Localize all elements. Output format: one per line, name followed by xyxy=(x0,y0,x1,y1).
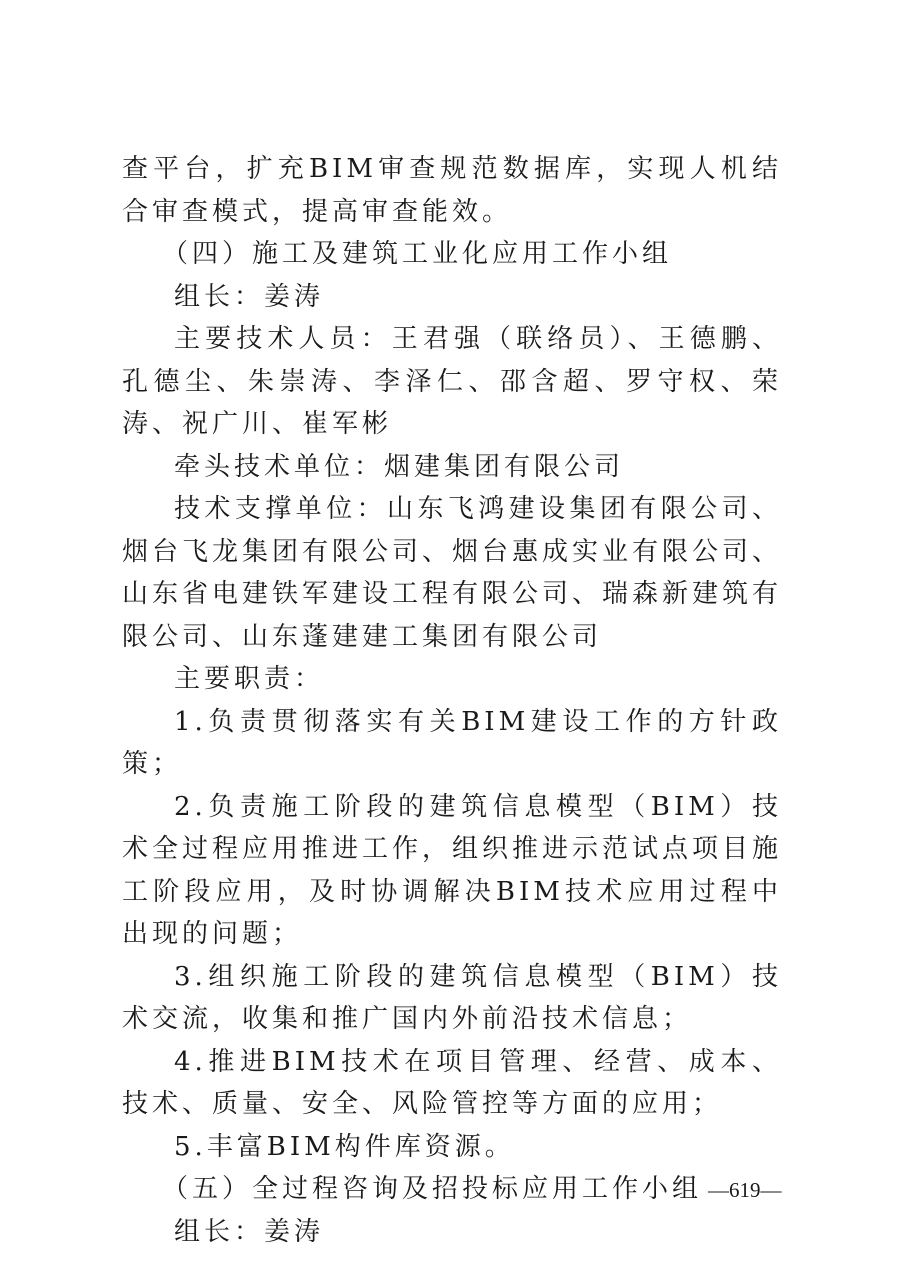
supporting-units: 技术支撑单位：山东飞鸿建设集团有限公司、烟台飞龙集团有限公司、烟台惠成实业有限公司、山东省电建铁军建设工程有限公司、瑞森新建筑有限公司、山东蓬建建工集团有限公司 xyxy=(122,494,783,652)
main-technical-staff: 主要技术人员：王君强（联络员）、王德鹏、孔德尘、朱崇涛、李泽仁、邵含超、罗守权、荣涛、祝广川、崔军彬 xyxy=(122,324,782,439)
duty-item-3: 3.组织施工阶段的建筑信息模型（BIM）技术交流，收集和推广国内外前沿技术信息； xyxy=(122,961,782,1034)
duty-item-1: 1.负责贯彻落实有关BIM建设工作的方针政策； xyxy=(122,706,782,779)
paragraph-continuation: 查平台，扩充BIM审查规范数据库，实现人机结合审查模式，提高审查能效。 xyxy=(122,154,782,227)
section-heading-5: （五）全过程咨询及招投标应用工作小组 xyxy=(162,1174,703,1204)
main-duties-label: 主要职责： xyxy=(174,664,325,694)
page-number: —619— xyxy=(708,1178,782,1202)
duty-item-2: 2.负责施工阶段的建筑信息模型（BIM）技术全过程应用推进工作，组织推进示范试点项目施工阶段应用，及时协调解决BIM技术应用过程中出现的问题； xyxy=(122,791,783,949)
group-leader-2: 组长：姜涛 xyxy=(174,1216,325,1247)
group-leader: 组长：姜涛 xyxy=(174,281,325,312)
lead-technical-unit: 牵头技术单位：烟建集团有限公司 xyxy=(174,451,625,482)
duty-item-5: 5.丰富BIM构件库资源。 xyxy=(174,1131,515,1162)
section-heading-4: （四）施工及建筑工业化应用工作小组 xyxy=(162,239,673,269)
duty-item-4: 4.推进BIM技术在项目管理、经营、成本、技术、质量、安全、风险管控等方面的应用； xyxy=(122,1046,782,1119)
body-text xyxy=(122,148,782,1253)
